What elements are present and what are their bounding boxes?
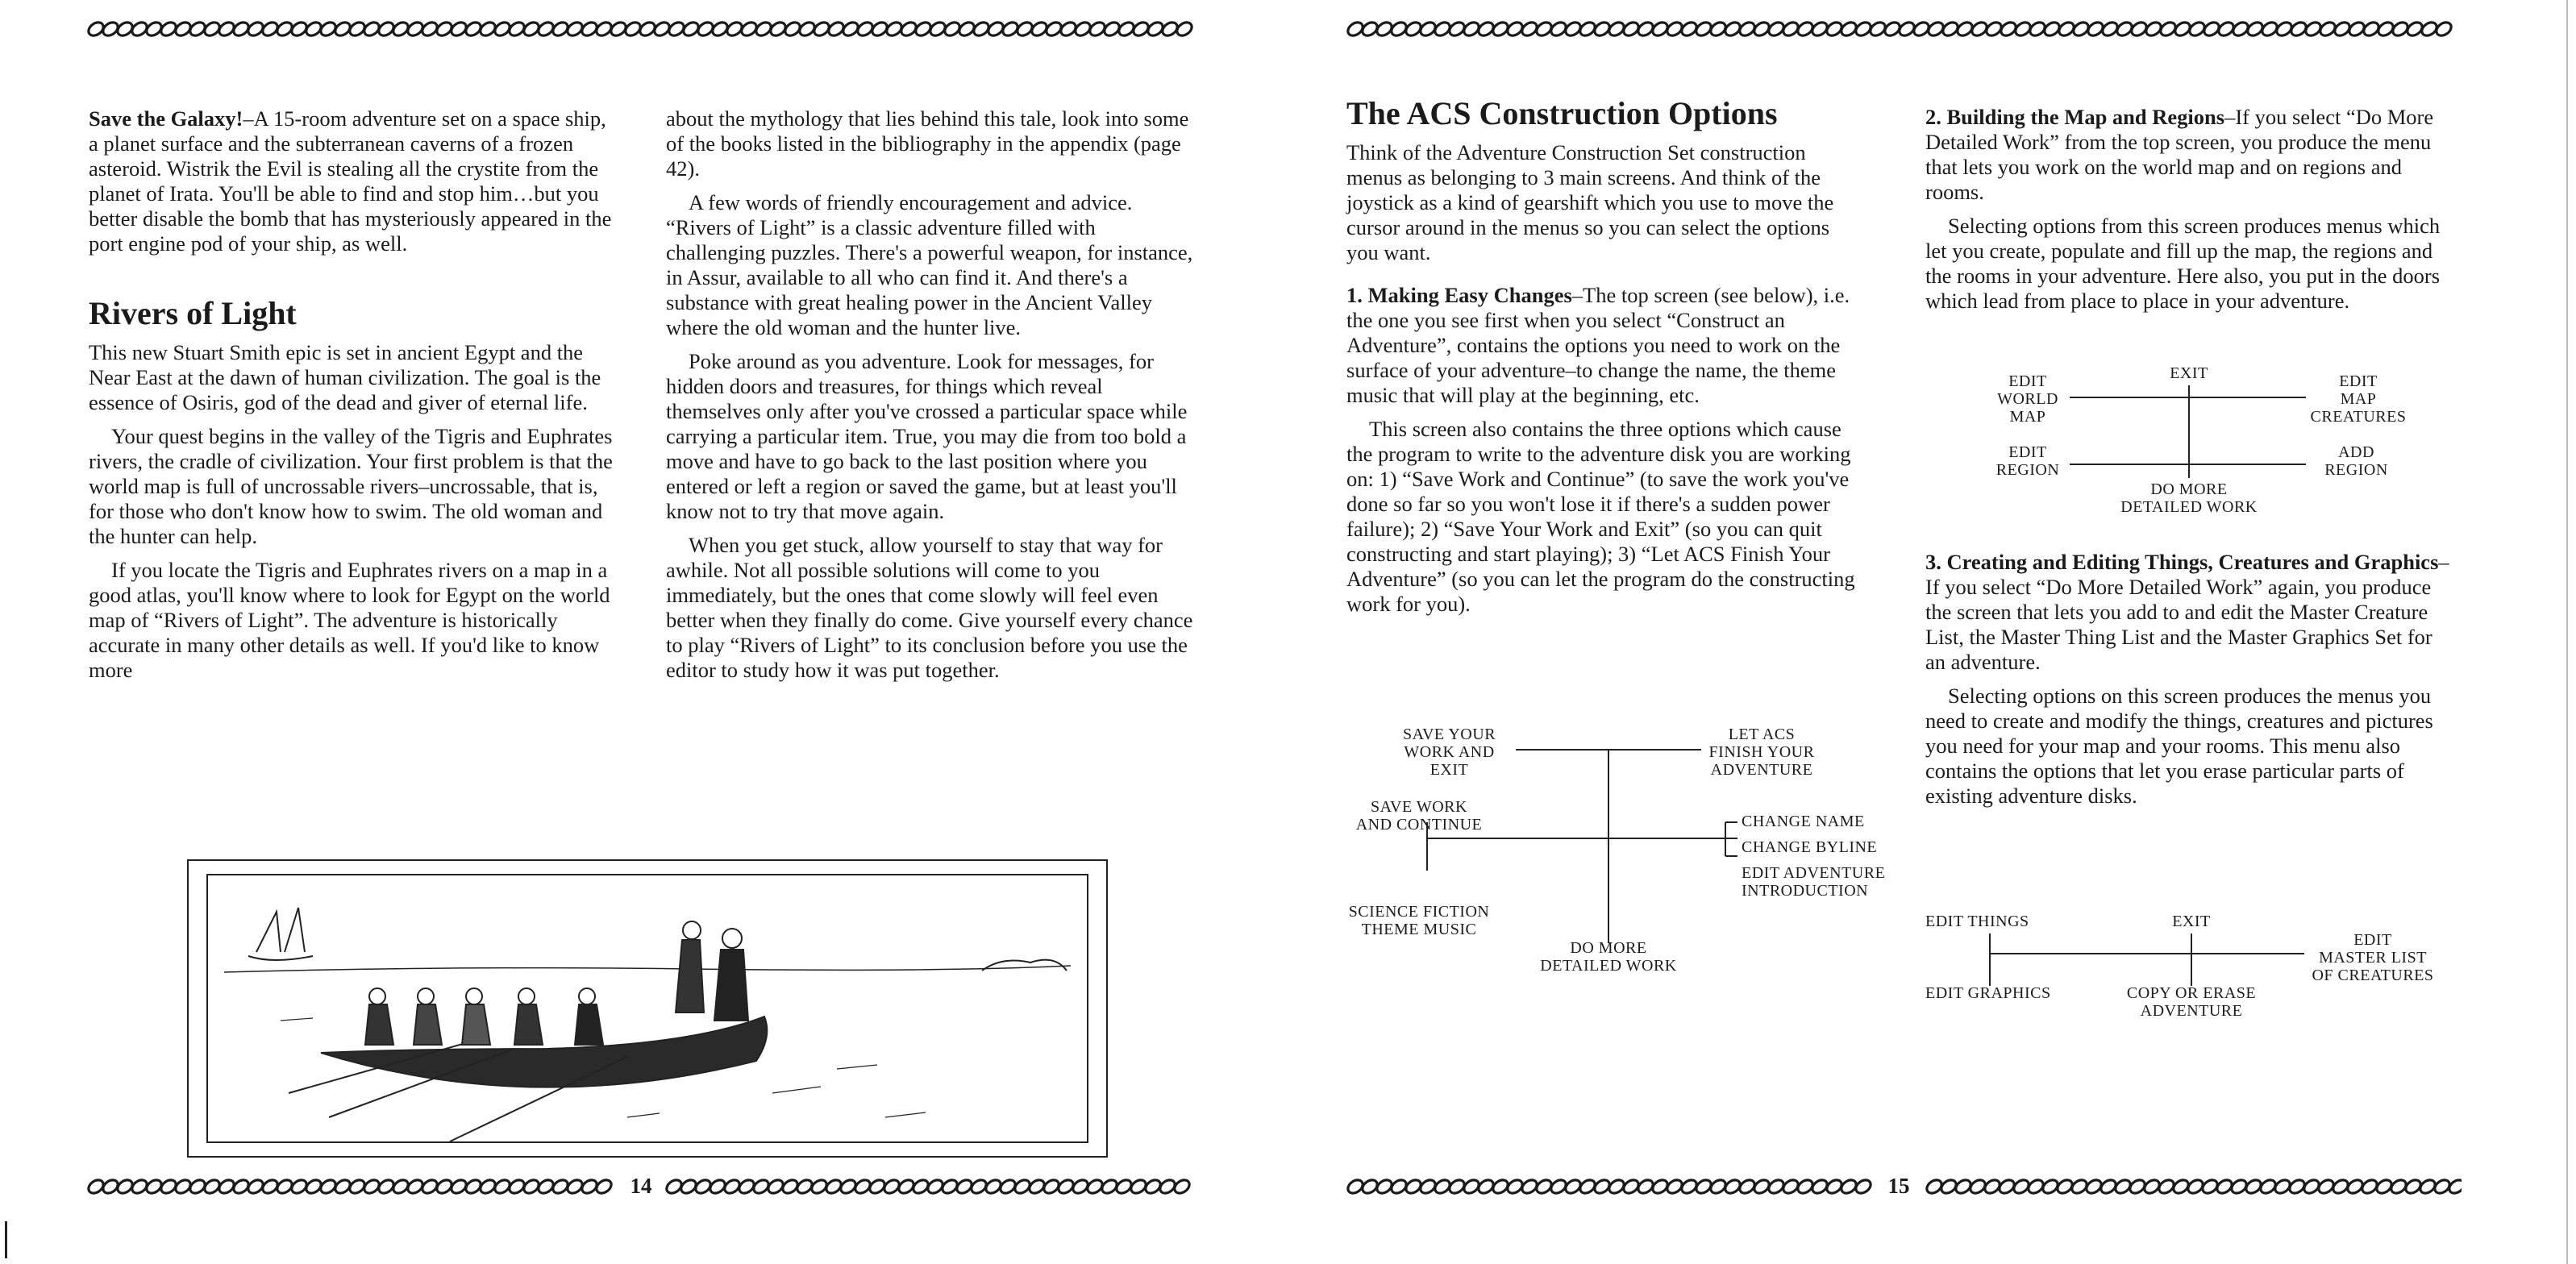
edit-map-creatures-label: EDIT MAP CREATURES: [2310, 372, 2407, 426]
rope-border-bottom-left: [1346, 1177, 1879, 1196]
exit-label: EXIT: [2170, 364, 2208, 382]
section-1-text: –The top screen (see below), i.e. the one you see first when you select “Construct an Adventure”, contains the options you need to work on the surface of your adventure–to change the name, the theme music that will play at the beginning, etc.: [1346, 283, 1850, 407]
rope-link: [1172, 1178, 1192, 1196]
paragraph: Selecting options on this screen produces the menus you need to create and modify the things, creatures and pictures you need for your map and your rooms. This menu also contains the options that let you erase particular parts of existing adventure disks.: [1925, 684, 2433, 808]
illustration-frame: [206, 874, 1088, 1143]
change-name-label: CHANGE NAME: [1742, 813, 1865, 830]
scan-edge-mark: [5, 1221, 7, 1258]
paragraph: This screen also contains the three options which cause the program to write to the adventure disk you are working on: 1) “Save Work and Continue” (to save the work you've done so far so you won't lose it if there's a sudden power failure); 2) “Save Your Work and Exit” (so you can quit constructing and start playing); 3) “Let ACS Finish Your Adventure” (so you can let the program do the constructing work for you).: [1346, 417, 1855, 616]
right-column-2: [1925, 105, 2449, 322]
paragraph: If you locate the Tigris and Euphrates rivers on a map in a good atlas, you'll know where to look for Egypt on the world map of “Rivers of Light”. The adventure is historically accurate in many other details as well. If you'd like to know more: [89, 558, 610, 682]
rope-border-bottom-right: [665, 1177, 1197, 1196]
edit-adventure-introduction-label: EDIT ADVENTURE INTRODUCTION: [1742, 864, 1886, 900]
paragraph: about the mythology that lies behind this tale, look into some of the books listed in the bibliography in the appendix (page 42).: [666, 106, 1189, 181]
edit-master-list-of-creatures-label: EDIT MASTER LIST OF CREATURES: [2312, 931, 2434, 984]
left-page: [0, 0, 1258, 1264]
section-2-text: –If you select “Do More Detailed Work” from the top screen, you produce the menu that lets you work on the world map and on regions and rooms.: [1925, 105, 2434, 204]
paragraph: Think of the Adventure Construction Set construction menus as belonging to 3 main screens. And think of the joystick as a kind of gearshift which you use to move the cursor around in the menus so you can select the options you want.: [1346, 140, 1834, 264]
do-more-detailed-work-label: DO MORE DETAILED WORK: [1540, 939, 1677, 975]
rope-link: [2447, 1178, 2462, 1196]
rope-link: [1854, 1178, 1873, 1196]
add-region-label: ADD REGION: [2324, 443, 2388, 479]
diagram-map-regions-screen: [1983, 361, 2435, 522]
left-column-2: [666, 106, 1198, 692]
paragraph: A few words of friendly encouragement and advice. “Rivers of Light” is a classic adventure filled with challenging puzzles. There's a powerful weapon, for instance, in Assur, available to all who can find it. And there's a substance with great healing power in the Ancient Valley where the old woman and the hunter live.: [666, 190, 1193, 339]
section-3-paragraph: [1925, 550, 2449, 675]
science-fiction-theme-music-label: SCIENCE FICTION THEME MUSIC: [1348, 903, 1490, 938]
rivers-of-light-heading: Rivers of Light: [89, 295, 297, 331]
paragraph: Poke around as you adventure. Look for messages, for hidden doors and treasures, for things which reveal themselves only after you've crossed a particular space while carrying a particular item. True, you may die from too bold a move and have to go back to the last position where you entered or left a region or saved the game, but at least you'll know not to try that move again.: [666, 349, 1188, 523]
right-page: [1258, 0, 2576, 1264]
let-acs-finish-label: LET ACS FINISH YOUR ADVENTURE: [1708, 726, 1815, 779]
edit-graphics-label: EDIT GRAPHICS: [1925, 984, 2051, 1002]
left-column-1: [89, 106, 613, 692]
paragraph: When you get stuck, allow yourself to stay that way for awhile. Not all possible solutions will come to you immediately, but the ones that come slowly will feel even better when they finally do come. Give yourself every chance to play “Rivers of Light” to its conclusion before you use the editor to study how it was put together.: [666, 533, 1193, 682]
section-3-title: 3. Creating and Editing Things, Creatures and Graphics: [1925, 550, 2439, 574]
paragraph: Your quest begins in the valley of the Tigris and Euphrates rivers, the cradle of civilization. Your first problem is that the world map is full of uncrossable rivers–uncrossable, that is, for those who don't know how to swim. The old woman and the hunter can help.: [89, 424, 613, 548]
copy-or-erase-adventure-label: COPY OR ERASE ADVENTURE: [2126, 984, 2257, 1020]
edit-world-map-label: EDIT WORLD MAP: [1997, 372, 2058, 426]
page-number: 15: [1887, 1174, 1910, 1198]
section-3-text: –If you select “Do More Detailed Work” again, you produce the screen that lets you add to and edit the Master Creature List, the Master Thing List and the Master Graphics Set for an adventure.: [1925, 550, 2449, 674]
rope-border-bottom-left: [87, 1177, 619, 1196]
paragraph: Selecting options from this screen produces menus which let you create, populate and fill up the map, the regions and the rooms in your adventure. Here also, you put in the doors which lead from place to place in your adventure.: [1925, 214, 2441, 313]
section-1-title: 1. Making Easy Changes: [1346, 283, 1572, 307]
section-2-title: 2. Building the Map and Regions: [1925, 105, 2225, 129]
rope-link: [2434, 20, 2453, 39]
change-byline-label: CHANGE BYLINE: [1742, 838, 1878, 856]
rowboat-drawing: [208, 875, 1090, 1145]
scan-edge-line: [2566, 0, 2568, 1264]
paragraph: This new Stuart Smith epic is set in ancient Egypt and the Near East at the dawn of human civilization. The goal is the essence of Osiris, god of the dead and giver of eternal life.: [89, 340, 601, 414]
rope-link: [594, 1178, 614, 1196]
exit-label: EXIT: [2172, 913, 2211, 930]
right-column-1: [1346, 95, 1862, 626]
diagram-top-screen: [1338, 717, 1886, 983]
edit-region-label: EDIT REGION: [1995, 443, 2060, 479]
edit-things-label: EDIT THINGS: [1925, 913, 2029, 930]
do-more-detailed-work-label: DO MORE DETAILED WORK: [2120, 480, 2258, 516]
save-your-work-and-exit-label: SAVE YOUR WORK AND EXIT: [1402, 726, 1496, 779]
rope-link: [1175, 20, 1194, 39]
acs-options-heading: The ACS Construction Options: [1346, 95, 1778, 131]
save-work-and-continue-label: SAVE WORK AND CONTINUE: [1355, 798, 1483, 834]
rope-border-top: [87, 19, 1196, 39]
diagram-things-creatures-screen: [1925, 909, 2457, 1030]
section-1-paragraph: [1346, 283, 1862, 408]
rope-border-bottom-right: [1925, 1177, 2462, 1196]
rowboat-illustration: [187, 859, 1108, 1158]
save-the-galaxy-paragraph: [89, 106, 613, 256]
right-column-2-lower: [1925, 550, 2449, 817]
save-the-galaxy-title: Save the Galaxy!: [89, 106, 243, 131]
save-the-galaxy-text: –A 15-room adventure set on a space ship, a planet surface and the subterranean caverns of a frozen asteroid. Wistrik the Evil is stealing all the crystite from the planet of Irata. You'll be able to find and stop him…but you better disable the bomb that has mysteriously appeared in the port engine pod of your ship, as well.: [89, 106, 612, 256]
page-number: 14: [630, 1174, 652, 1198]
rope-border-top: [1346, 19, 2459, 39]
section-2-paragraph: [1925, 105, 2449, 205]
